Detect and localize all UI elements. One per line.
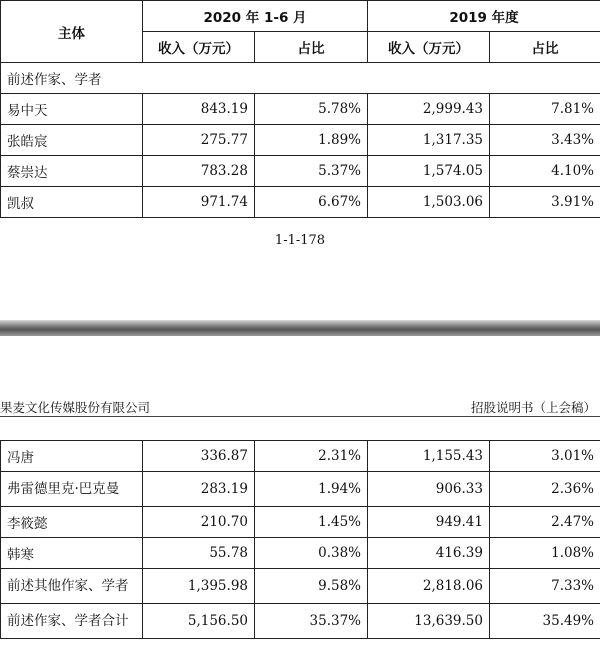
ratio-2020h1: 6.67% <box>255 187 368 218</box>
ratio-2019: 7.33% <box>490 569 600 604</box>
ratio-header: 占比 <box>490 32 600 63</box>
period2-header: 2019 年度 <box>368 1 600 32</box>
author-name: 前述其他作家、学者 <box>1 569 143 604</box>
table-row <box>1 569 600 604</box>
ratio-2020h1: 5.37% <box>255 156 368 187</box>
ratio-2019: 3.01% <box>490 441 600 472</box>
ratio-2019: 4.10% <box>490 156 600 187</box>
author-name: 蔡崇达 <box>1 156 143 187</box>
ratio-2019: 1.08% <box>490 538 600 569</box>
page-break-band <box>0 320 600 336</box>
ratio-2020h1: 1.89% <box>255 125 368 156</box>
table-row <box>1 507 600 538</box>
income-header: 收入（万元） <box>143 32 255 63</box>
ratio-header: 占比 <box>255 32 368 63</box>
ratio-2020h1: 1.94% <box>255 472 368 507</box>
ratio-2019: 3.43% <box>490 125 600 156</box>
ratio-2020h1: 35.37% <box>255 604 368 639</box>
author-name: 凯叔 <box>1 187 143 218</box>
author-name: 弗雷德里克·巴克曼 <box>1 472 143 507</box>
income-2020h1: 336.87 <box>143 441 255 472</box>
document-title: 招股说明书（上会稿） <box>470 400 596 415</box>
table-row <box>1 604 600 639</box>
page-number: 1-1-178 <box>274 233 326 248</box>
income-2019: 2,818.06 <box>368 569 490 604</box>
income-2020h1: 210.70 <box>143 507 255 538</box>
income-2019: 1,317.35 <box>368 125 490 156</box>
ratio-2020h1: 0.38% <box>255 538 368 569</box>
income-2020h1: 971.74 <box>143 187 255 218</box>
company-name: 果麦文化传媒股份有限公司 <box>0 400 151 415</box>
income-2019: 2,999.43 <box>368 94 490 125</box>
income-2019: 1,155.43 <box>368 441 490 472</box>
author-name: 韩寒 <box>1 538 143 569</box>
table-row <box>1 125 600 156</box>
running-header <box>0 396 600 417</box>
income-header: 收入（万元） <box>368 32 490 63</box>
ratio-2019: 35.49% <box>490 604 600 639</box>
ratio-2020h1: 1.45% <box>255 507 368 538</box>
income-2020h1: 55.78 <box>143 538 255 569</box>
table-row <box>1 538 600 569</box>
table-row <box>1 156 600 187</box>
author-name: 易中天 <box>1 94 143 125</box>
ratio-2019: 7.81% <box>490 94 600 125</box>
period1-header: 2020 年 1-6 月 <box>143 1 368 32</box>
income-2019: 416.39 <box>368 538 490 569</box>
income-2019: 906.33 <box>368 472 490 507</box>
income-2020h1: 783.28 <box>143 156 255 187</box>
author-name: 冯唐 <box>1 441 143 472</box>
section-label: 前述作家、学者 <box>1 63 600 94</box>
income-2019: 1,574.05 <box>368 156 490 187</box>
author-name: 张皓宸 <box>1 125 143 156</box>
ratio-2020h1: 5.78% <box>255 94 368 125</box>
ratio-2020h1: 9.58% <box>255 569 368 604</box>
table-row <box>1 187 600 218</box>
ratio-2019: 2.36% <box>490 472 600 507</box>
income-2020h1: 275.77 <box>143 125 255 156</box>
income-2020h1: 1,395.98 <box>143 569 255 604</box>
income-2019: 1,503.06 <box>368 187 490 218</box>
revenue-table-top <box>0 0 600 218</box>
subject-header: 主体 <box>1 1 143 63</box>
ratio-2020h1: 2.31% <box>255 441 368 472</box>
ratio-2019: 2.47% <box>490 507 600 538</box>
author-name: 李筱懿 <box>1 507 143 538</box>
table-row <box>1 441 600 472</box>
table-row <box>1 472 600 507</box>
revenue-table-bottom <box>0 440 600 639</box>
author-name: 前述作家、学者合计 <box>1 604 143 639</box>
income-2019: 949.41 <box>368 507 490 538</box>
income-2020h1: 5,156.50 <box>143 604 255 639</box>
income-2019: 13,639.50 <box>368 604 490 639</box>
table-row <box>1 94 600 125</box>
income-2020h1: 283.19 <box>143 472 255 507</box>
ratio-2019: 3.91% <box>490 187 600 218</box>
income-2020h1: 843.19 <box>143 94 255 125</box>
